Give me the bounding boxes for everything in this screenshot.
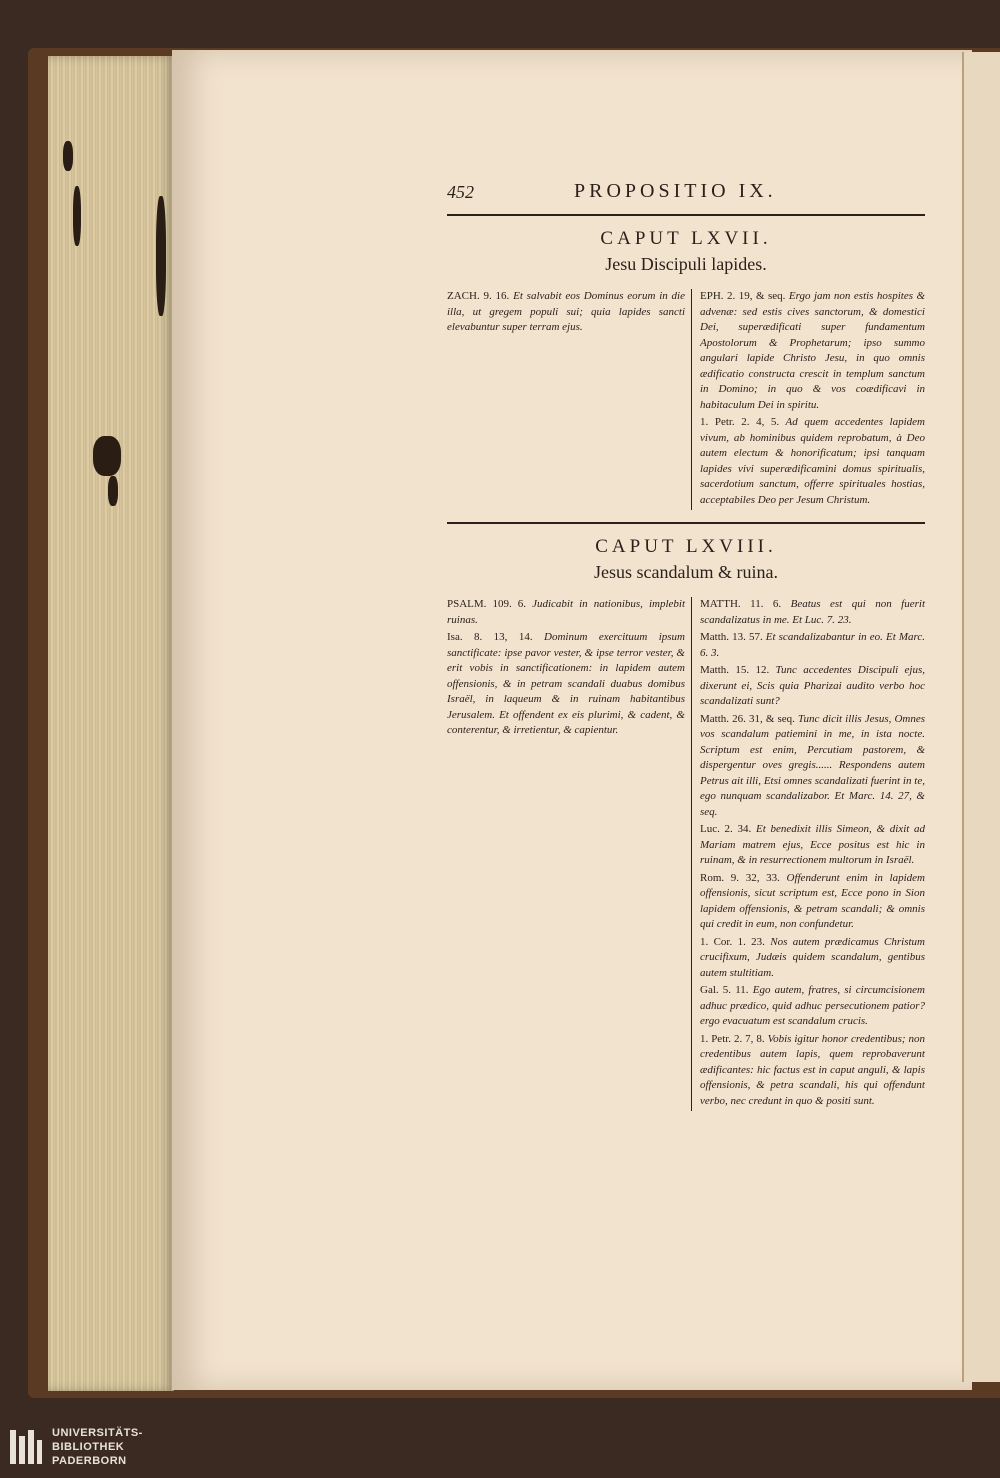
citation-entry: [700, 289, 925, 413]
citation-entry: [700, 663, 925, 710]
citation-reference: 1. Petr. 2. 7, 8.: [700, 1032, 765, 1045]
library-logo: [0, 1420, 200, 1478]
facing-page-edge: [962, 52, 1000, 1382]
chapter-rule: [447, 522, 925, 524]
citation-reference: Matth. 13. 57.: [700, 631, 763, 643]
chapter-subtitle: Jesus scandalum & ruina.: [594, 562, 778, 582]
citation-text: Judicabit in nationibus, implebit ruinas.: [447, 598, 686, 626]
column-left: [447, 597, 691, 1111]
citation-entry: [700, 630, 925, 661]
citation-text: Nos autem prædicamus Christum crucifixum, Judæis quidem scandalum, gentibus autem stultitiam.: [700, 935, 925, 979]
citation-text: Tunc dicit illis Jesus, Omnes vos scandalum patiemini in me, in ista nocte. Scriptum est enim, Percutiam pastorem, & dispergentur oves gregis...... Respondens autem Petrus ait illi, Etsi omnes scandalizati fuerint in te, ego nunquam scandalizabor. Et Marc. 14. 27, & seq.: [700, 712, 926, 818]
logo-line-3: PADERBORN: [52, 1455, 127, 1467]
citation-text: Ego autem, fratres, si circumcisionem adhuc prædico, quid adhuc persecutionem patior? ergo evacuatum est scandalum crucis.: [700, 984, 926, 1027]
citation-entry: [447, 289, 685, 336]
citation-text: Et salvabit eos Dominus eorum in die illa, ut gregem populi sui; quia lapides sancti elevabuntur super terram ejus.: [447, 290, 685, 333]
citation-reference: Isa. 8. 13, 14.: [447, 631, 533, 643]
citation-entry: [447, 597, 685, 628]
citation-reference: EPH. 2. 19, & seq.: [700, 290, 786, 302]
citation-reference: 1. Cor. 1. 23.: [700, 935, 765, 948]
citation-text: Et benedixit illis Simeon, & dixit ad Mariam matrem ejus, Ecce positus est hic in ruinam, & in resurrectionem multorum in Israël.: [700, 823, 926, 866]
citation-reference: Gal. 5. 11.: [700, 984, 749, 996]
citation-entry: [700, 983, 925, 1030]
citation-entry: [700, 822, 925, 869]
chapter-subtitle: Jesu Discipuli lapides.: [605, 254, 767, 274]
citation-entry: [447, 630, 685, 739]
running-head: [447, 180, 925, 210]
header-rule: [447, 214, 925, 216]
citation-reference: Luc. 2. 34.: [700, 823, 752, 835]
chapters: [447, 228, 925, 1111]
citation-entry: [700, 1032, 925, 1110]
citation-reference: Matth. 15. 12.: [700, 664, 770, 676]
column-right: [691, 289, 925, 510]
column-left: [447, 289, 691, 510]
running-title: PROPOSITIO IX.: [574, 180, 777, 202]
chapter-title: CAPUT LXVIII.: [595, 536, 777, 557]
citation-text: Vobis igitur honor credentibus; non credentibus autem lapis, quem reprobaverunt ædificantes: hic factus est in caput anguli, & lapis offensionis, & petra scandali, his qui offendunt verbo, nec credunt in quo & positi sunt.: [700, 1032, 926, 1107]
page-content: [447, 180, 925, 1111]
citation-text: Beatus est qui non fuerit scandalizatus in me. Et Luc. 7. 23.: [700, 598, 926, 626]
citation-entry: [700, 597, 925, 628]
logo-line-1: UNIVERSITÄTS-: [52, 1427, 143, 1439]
citation-text: Ad quem accedentes lapidem vivum, ab hominibus quidem reprobatum, à Deo autem electum & honorificatum; ipsi tanquam lapides vivi superædificamini domus spiritualis, sacerdotium sanctum, offerre spirituales hostias, acceptabiles Deo per Jesum Christum.: [700, 416, 925, 506]
citation-text: Offenderunt enim in lapidem offensionis, sicut scriptum est, Ecce pono in Sion lapidem offensionis, & petram scandali; & omnis qui credit in eum, non confundetur.: [700, 871, 925, 930]
citation-reference: PSALM. 109. 6.: [447, 598, 527, 610]
chapter-columns: [447, 597, 925, 1111]
chapter-columns: [447, 289, 925, 510]
citation-reference: Rom. 9. 32, 33.: [700, 871, 780, 884]
library-mark-icon: [8, 1428, 44, 1466]
page-number: 452: [447, 182, 474, 202]
chapter-title: CAPUT LXVII.: [600, 228, 772, 249]
page-edge: [48, 56, 174, 1391]
citation-reference: MATTH. 11. 6.: [700, 598, 782, 610]
citation-text: Tunc accedentes Discipuli ejus, dixerunt ei, Scis quia Pharizai audito verbo hoc scandalizati sunt?: [700, 664, 925, 707]
citation-reference: Matth. 26. 31, & seq.: [700, 712, 795, 725]
logo-line-2: BIBLIOTHEK: [52, 1441, 125, 1453]
citation-text: Et scandalizabantur in eo. Et Marc. 6. 3.: [700, 631, 926, 659]
citation-reference: 1. Petr. 2. 4, 5.: [700, 416, 780, 428]
citation-reference: ZACH. 9. 16.: [447, 290, 510, 302]
column-right: [691, 597, 925, 1111]
citation-text: Dominum exercituum ipsum sanctificate: ipse pavor vester, & ipse terror vester, & erit vobis in sanctificationem: in lapidem autem offensionis, & in petram scandali duabus domibus Israël, in laqueum & in ruinam habitantibus Jerusalem. Et offendent ex eis plurimi, & cadent, & conterentur, & irretientur, & capientur.: [447, 631, 685, 736]
citation-entry: [700, 415, 925, 508]
citation-text: Ergo jam non estis hospites & advenæ: sed estis cives sanctorum, & domestici Dei, superædificati super fundamentum Apostolorum & Prophetarum; ipso summo angulari lapide Christo Jesu, in quo omnis ædificatio constructa crescit in templum sanctum in Domino; in quo & vos coædificavi in habitaculum Dei in spiritu.: [700, 290, 926, 411]
citation-entry: [700, 935, 925, 982]
citation-entry: [700, 871, 925, 933]
citation-entry: [700, 712, 925, 821]
